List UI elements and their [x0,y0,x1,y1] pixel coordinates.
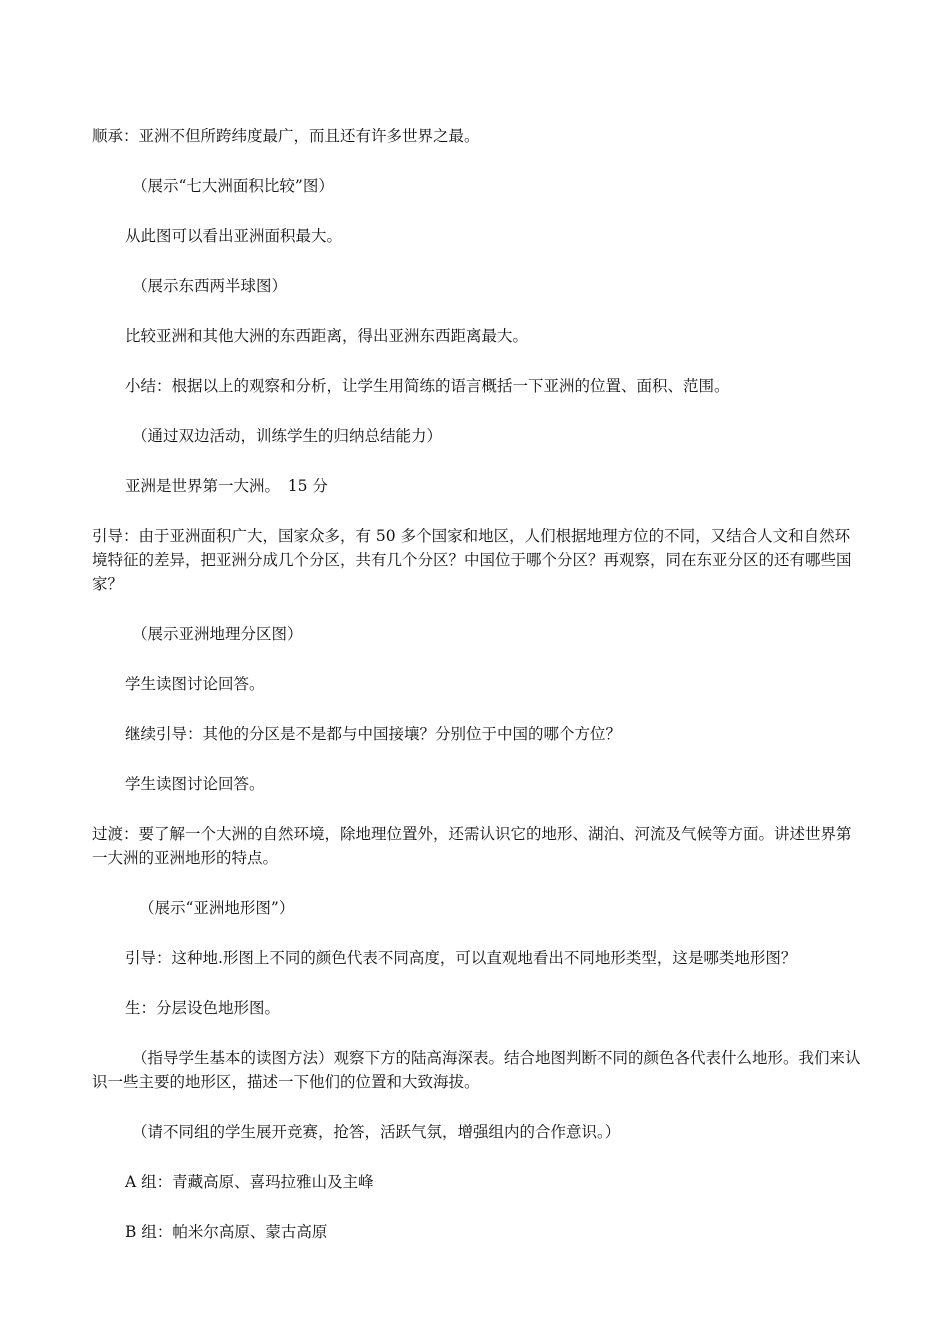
paragraph-students-discuss-2: 学生读图讨论回答。 [125,775,265,793]
paragraph-transition-1: 顺承：亚洲不但所跨纬度最广，而且还有许多世界之最。 [92,127,480,145]
paragraph-continue-guide: 继续引导：其他的分区是不是都与中国接壤？分别位于中国的哪个方位？ [125,725,622,743]
paragraph-show-terrain-map: （展示“亚洲地形图”） [139,899,295,917]
paragraph-activity-note: （通过双边活动，训练学生的归纳总结能力） [132,427,443,445]
paragraph-competition: （请不同组的学生展开竞赛，抢答，活跃气氛，增强组内的合作意识。） [132,1123,621,1141]
paragraph-guide-regions: 引导：由于亚洲面积广大，国家众多，有 50 多个国家和地区，人们根据地理方位的不同，又结合人文和自然环境特征的差异，把亚洲分成几个分区，共有几个分区？中国位于哪个分区？再观察，同在东亚分区的还有哪些国家？ [92,527,852,593]
paragraph-group-a: A 组：青藏高原、喜玛拉雅山及主峰 [125,1173,374,1191]
paragraph-reading-method: （指导学生基本的读图方法）观察下方的陆高海深表。结合地图判断不同的颜色各代表什么地形。我们来认识一些主要的地形区，描述一下他们的位置和大致海拔。 [92,1049,861,1091]
paragraph-group-b: B 组：帕米尔高原、蒙古高原 [125,1223,328,1241]
paragraph-largest-continent: 亚洲是世界第一大洲。 15 分 [125,477,328,495]
paragraph-east-west-distance: 比较亚洲和其他大洲的东西距离，得出亚洲东西距离最大。 [125,327,529,345]
paragraph-show-regions-map: （展示亚洲地理分区图） [132,625,303,643]
paragraph-guide-terrain: 引导：这种地.形图上不同的颜色代表不同高度，可以直观地看出不同地形类型，这是哪类地形图？ [125,949,797,967]
paragraph-student-answer: 生：分层设色地形图。 [125,999,281,1017]
paragraph-summary: 小结：根据以上的观察和分析，让学生用简练的语言概括一下亚洲的位置、面积、范围。 [125,377,730,395]
paragraph-transition-terrain: 过渡：要了解一个大洲的自然环境，除地理位置外，还需认识它的地形、湖泊、河流及气候等方面。讲述世界第一大洲的亚洲地形的特点。 [92,825,852,867]
paragraph-show-area-chart: （展示“七大洲面积比较”图） [132,177,334,195]
paragraph-area-largest: 从此图可以看出亚洲面积最大。 [125,227,343,245]
paragraph-students-discuss-1: 学生读图讨论回答。 [125,675,265,693]
paragraph-show-hemispheres: （展示东西两半球图） [132,277,288,295]
